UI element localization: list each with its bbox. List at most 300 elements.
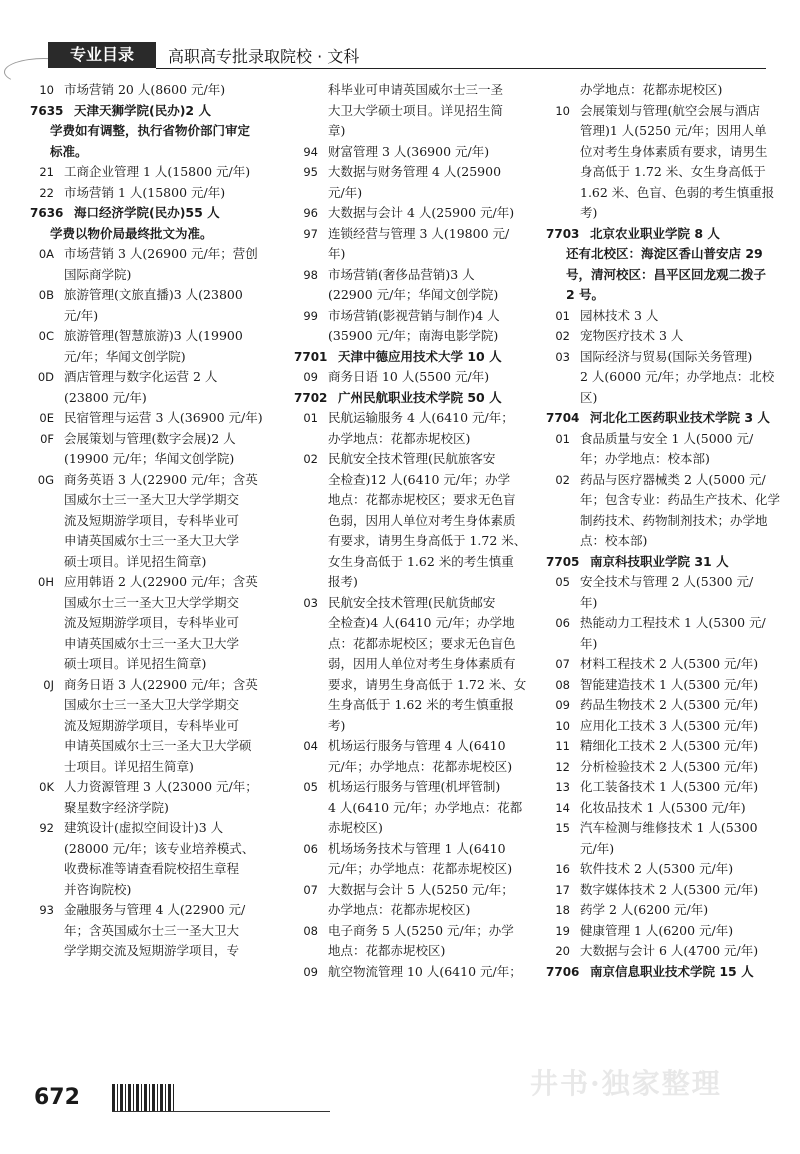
continuation-line	[30, 511, 292, 532]
major-entry	[546, 572, 786, 593]
major-code: 12	[555, 759, 570, 774]
major-text-continued: 国威尔士三一圣大卫大学学期交	[64, 697, 240, 712]
major-text-continued: 考)	[328, 717, 346, 733]
major-entry	[294, 736, 544, 757]
continuation-line	[294, 552, 544, 573]
major-text-continued: 流及短期游学项目，专科毕业可	[64, 717, 240, 733]
major-code: 15	[555, 821, 570, 835]
major-text-continued: 士项目。详见招生简章)	[64, 758, 194, 774]
major-text: 机场运行服务与管理(机坪管制)	[328, 779, 501, 794]
page-header	[0, 0, 800, 90]
major-text: 会展策划与管理(航空会展与酒店	[580, 102, 760, 118]
major-code: 99	[303, 308, 318, 323]
continuation-line	[546, 839, 786, 860]
major-entry	[30, 285, 292, 306]
major-text-continued: (28000 元/年；该专业培养模式、	[64, 840, 255, 856]
major-text: 市场营销(奢侈品营销)3 人	[328, 266, 475, 282]
continuation-line	[294, 101, 544, 122]
major-text: 材料工程技术 2 人(5300 元/年)	[580, 656, 759, 671]
continuation-line	[294, 531, 544, 552]
major-entry	[546, 798, 786, 819]
major-code: 08	[555, 677, 570, 692]
continuation-line	[546, 162, 786, 183]
continuation-line	[546, 490, 786, 511]
major-text: 数字媒体技术 2 人(5300 元/年)	[580, 881, 759, 897]
continuation-line	[294, 183, 544, 204]
school-code: 7705	[546, 554, 580, 569]
school-code: 7703	[546, 226, 580, 241]
major-text-continued: 元/年)	[580, 840, 615, 856]
major-entry	[546, 101, 786, 122]
major-text: 汽车检测与维修技术 1 人(5300	[580, 820, 758, 835]
watermark: 井书·独家整理	[530, 1067, 722, 1100]
major-entry	[546, 757, 786, 778]
continuation-line	[546, 531, 786, 552]
continuation-line	[30, 736, 292, 757]
major-text-continued: 学学期交流及短期游学项目，专	[64, 943, 240, 958]
school-heading	[546, 962, 786, 983]
major-code: 11	[555, 739, 570, 753]
header-rule	[156, 68, 766, 69]
major-code: 02	[555, 472, 570, 487]
major-code: 16	[555, 862, 570, 876]
school-name: 广州民航职业技术学院 50 人	[338, 389, 502, 405]
major-text: 化工装备技术 1 人(5300 元/年)	[580, 779, 759, 794]
school-name: 天津天狮学院(民办)2 人	[74, 102, 211, 118]
major-text: 软件技术 2 人(5300 元/年)	[580, 861, 734, 876]
major-entry	[294, 880, 544, 901]
major-entry	[546, 326, 786, 347]
major-text-continued: 有要求，请男生身高低于 1.72 米、	[328, 533, 527, 548]
major-code: 94	[303, 144, 318, 159]
major-text: 大数据与会计 6 人(4700 元/年)	[580, 943, 759, 958]
major-code: 17	[555, 882, 570, 897]
major-text-continued: 申请英国威尔士三一圣大卫大学	[64, 533, 240, 548]
continuation-line	[294, 244, 544, 265]
continuation-line	[294, 80, 544, 101]
major-entry	[30, 470, 292, 491]
major-code: 0H	[38, 575, 54, 589]
continuation-line	[546, 121, 786, 142]
major-text-continued: 流及短期游学项目，专科毕业可	[64, 512, 240, 528]
continuation-line	[30, 613, 292, 634]
major-text: 商务英语 3 人(22900 元/年；含英	[64, 471, 258, 487]
continuation-line	[294, 511, 544, 532]
major-code: 97	[303, 226, 318, 241]
major-code: 98	[303, 267, 318, 282]
major-entry	[30, 367, 292, 388]
continuation-line	[546, 388, 786, 409]
major-text: 药品与医疗器械类 2 人(5000 元/	[580, 471, 766, 487]
school-note: 标准。	[50, 143, 88, 159]
continuation-line	[30, 859, 292, 880]
major-entry	[294, 408, 544, 429]
major-entry	[546, 306, 786, 327]
major-text-continued: 聚星数字经济学院)	[64, 799, 169, 815]
continuation-line	[30, 695, 292, 716]
continuation-line	[294, 470, 544, 491]
major-text: 智能建造技术 1 人(5300 元/年)	[580, 676, 759, 692]
continuation-line	[294, 695, 544, 716]
major-entry	[546, 777, 786, 798]
major-entry	[294, 265, 544, 286]
major-text: 大数据与会计 5 人(5250 元/年；	[328, 881, 514, 897]
continuation-line	[294, 818, 544, 839]
major-entry	[546, 941, 786, 962]
major-text: 民宿管理与运营 3 人(36900 元/年)	[64, 410, 263, 425]
major-text: 商务日语 10 人(5500 元/年)	[328, 369, 490, 384]
major-text: 工商企业管理 1 人(15800 元/年)	[64, 164, 251, 179]
major-code: 03	[555, 349, 570, 364]
major-text-continued: 点：花都赤坭校区；要求无色盲色	[328, 635, 516, 651]
continuation-line	[294, 121, 544, 142]
continuation-line	[30, 306, 292, 327]
major-entry	[546, 716, 786, 737]
school-name: 海口经济学院(民办)55 人	[74, 205, 220, 220]
major-entry	[294, 306, 544, 327]
continuation-line	[30, 757, 292, 778]
school-heading	[30, 203, 292, 224]
major-text-continued: 年；包含专业：药品生产技术、化学	[580, 492, 781, 507]
major-entry	[546, 675, 786, 696]
school-name: 河北化工医药职业技术学院 3 人	[590, 410, 770, 425]
major-text-continued: 并咨询院校)	[64, 881, 132, 897]
major-text-continued: 要求，请男生身高低于 1.72 米、女	[328, 676, 527, 692]
column-left	[30, 80, 292, 962]
school-code: 7636	[30, 206, 64, 220]
continuation-line	[30, 634, 292, 655]
major-text: 民航安全技术管理(民航货邮安	[328, 594, 496, 610]
major-code: 05	[303, 780, 318, 794]
major-code: 09	[303, 964, 318, 979]
major-text: 连锁经营与管理 3 人(19800 元/	[328, 225, 510, 241]
school-heading	[294, 347, 544, 368]
school-code: 7635	[30, 103, 64, 118]
major-text-continued: 办学地点：花都赤坭校区)	[328, 902, 471, 917]
major-code: 02	[555, 329, 570, 343]
continuation-line	[294, 572, 544, 593]
major-entry	[294, 962, 544, 983]
major-entry	[294, 593, 544, 614]
major-code: 21	[39, 165, 54, 179]
major-code: 01	[555, 431, 570, 446]
major-text: 食品质量与安全 1 人(5000 元/	[580, 430, 754, 446]
continuation-line	[294, 613, 544, 634]
major-text-continued: 管理)1 人(5250 元/年；因用人单	[580, 123, 767, 138]
continuation-line	[294, 716, 544, 737]
school-name: 北京农业职业学院 8 人	[590, 225, 720, 241]
continuation-line	[546, 449, 786, 470]
major-entry	[294, 839, 544, 860]
major-entry	[546, 429, 786, 450]
continuation-line	[30, 941, 292, 962]
major-entry	[546, 654, 786, 675]
continuation-line	[294, 490, 544, 511]
major-entry	[546, 818, 786, 839]
major-entry	[294, 203, 544, 224]
continuation-line	[546, 511, 786, 532]
school-heading	[546, 552, 786, 573]
major-text-continued: 国威尔士三一圣大卫大学学期交	[64, 492, 240, 507]
major-text: 酒店管理与数字化运营 2 人	[64, 369, 218, 384]
footer-rule	[112, 1111, 330, 1112]
major-text-continued: 大卫大学硕士项目。详见招生简	[328, 102, 504, 118]
major-text: 宠物医疗技术 3 人	[580, 328, 684, 343]
decorative-barcode	[112, 1084, 174, 1112]
major-entry	[546, 859, 786, 880]
continuation-line	[30, 839, 292, 860]
major-entry	[30, 429, 292, 450]
major-entry	[546, 880, 786, 901]
major-text: 人力资源管理 3 人(23000 元/年；	[64, 779, 258, 794]
major-text-continued: 收费标准等请查看院校招生章程	[64, 861, 240, 876]
major-code: 03	[303, 595, 318, 610]
major-text-continued: 女生身高低于 1.62 米的考生慎重	[328, 553, 514, 569]
major-text: 机场场务技术与管理 1 人(6410	[328, 840, 506, 856]
continuation-line	[546, 183, 786, 204]
major-text: 民航运输服务 4 人(6410 元/年；	[328, 410, 514, 425]
major-entry	[546, 736, 786, 757]
major-entry	[30, 244, 292, 265]
major-code: 01	[303, 411, 318, 425]
major-code: 92	[39, 821, 54, 835]
continuation-line	[294, 326, 544, 347]
major-code: 10	[555, 103, 570, 118]
major-text-continued: 年)	[580, 594, 598, 610]
major-text-continued: 国际商学院)	[64, 266, 132, 282]
continuation-line	[30, 449, 292, 470]
major-text: 市场营销 3 人(26900 元/年；营创	[64, 246, 258, 261]
major-text: 应用韩语 2 人(22900 元/年；含英	[64, 574, 258, 589]
major-entry	[546, 921, 786, 942]
major-text-continued: 区)	[580, 389, 598, 405]
major-text: 应用化工技术 3 人(5300 元/年)	[580, 717, 759, 733]
major-entry	[294, 921, 544, 942]
major-code: 01	[555, 308, 570, 323]
continuation-line	[294, 429, 544, 450]
major-code: 05	[555, 575, 570, 589]
major-entry	[30, 675, 292, 696]
major-text-continued: 4 人(6410 元/年；办学地点：花都	[328, 799, 523, 815]
major-text-continued: 元/年；办学地点：花都赤坭校区)	[328, 758, 513, 774]
major-text: 旅游管理(文旅直播)3 人(23800	[64, 287, 243, 302]
major-entry	[294, 449, 544, 470]
major-entry	[546, 613, 786, 634]
school-note: 学费如有调整，执行省物价部门审定	[50, 123, 251, 138]
major-text: 大数据与会计 4 人(25900 元/年)	[328, 205, 515, 220]
major-text-continued: (22900 元/年；华闻文创学院)	[328, 287, 499, 302]
school-note: 号，清河校区：昌平区回龙观二拨子	[566, 266, 767, 282]
major-text-continued: 点：校本部)	[580, 533, 648, 548]
major-text-continued: (23800 元/年)	[64, 389, 147, 405]
major-entry	[30, 900, 292, 921]
major-text-continued: 办学地点：花都赤坭校区)	[328, 430, 471, 446]
major-text-continued: 生身高低于 1.62 米的考生慎重报	[328, 697, 514, 712]
major-entry	[30, 777, 292, 798]
major-text-continued: 硕士项目。详见招生简章)	[64, 656, 207, 671]
major-text-continued: 年)	[328, 246, 346, 261]
major-code: 02	[303, 452, 318, 466]
major-code: 19	[555, 923, 570, 938]
major-text-continued: 流及短期游学项目，专科毕业可	[64, 615, 240, 630]
major-text: 航空物流管理 10 人(6410 元/年；	[328, 963, 522, 979]
major-text: 园林技术 3 人	[580, 307, 659, 323]
major-code: 10	[39, 83, 54, 97]
major-text-continued: 身高低于 1.72 米、女生身高低于	[580, 164, 766, 179]
page-title: 高职高专批录取院校 · 文科	[168, 47, 360, 66]
major-code: 04	[303, 739, 318, 753]
major-text-continued: 制药技术、药物制剂技术；办学地	[580, 512, 768, 528]
major-entry	[294, 162, 544, 183]
major-entry	[30, 572, 292, 593]
school-note: 还有北校区：海淀区香山普安店 29	[566, 246, 763, 261]
major-text: 电子商务 5 人(5250 元/年；办学	[328, 922, 514, 938]
column-middle	[294, 80, 544, 982]
continuation-line	[30, 347, 292, 368]
major-entry	[546, 347, 786, 368]
major-text-continued: 元/年)	[328, 184, 363, 200]
continuation-line	[294, 900, 544, 921]
continuation-line	[30, 552, 292, 573]
major-code: 0G	[37, 472, 54, 487]
major-code: 10	[555, 718, 570, 733]
major-text-continued: (35900 元/年；南海电影学院)	[328, 328, 499, 343]
major-code: 95	[303, 165, 318, 179]
major-text: 市场营销 1 人(15800 元/年)	[64, 184, 226, 200]
major-code: 96	[303, 206, 318, 220]
school-note: 学费以物价局最终批文为准。	[50, 225, 213, 241]
major-text: 精细化工技术 2 人(5300 元/年)	[580, 738, 759, 753]
continuation-line	[30, 921, 292, 942]
major-text-continued: 年；含英国威尔士三一圣大卫大	[64, 922, 240, 938]
major-text: 金融服务与管理 4 人(22900 元/	[64, 902, 246, 917]
major-entry	[294, 367, 544, 388]
major-entry	[546, 470, 786, 491]
major-text-continued: 考)	[580, 205, 598, 220]
major-code: 0A	[38, 247, 54, 261]
major-code: 0D	[37, 370, 54, 384]
continuation-line	[294, 634, 544, 655]
major-text: 药品生物技术 2 人(5300 元/年)	[580, 697, 759, 712]
major-text-continued: 全检查)12 人(6410 元/年；办学	[328, 471, 511, 487]
major-code: 09	[303, 370, 318, 384]
major-code: 06	[303, 841, 318, 856]
major-entry	[546, 900, 786, 921]
major-text: 化妆品技术 1 人(5300 元/年)	[580, 799, 746, 815]
major-text-continued: 国威尔士三一圣大卫大学学期交	[64, 594, 240, 610]
major-text-continued: 地点：花都赤坭校区)	[328, 943, 446, 958]
major-code: 14	[555, 800, 570, 815]
continuation-line	[30, 388, 292, 409]
school-code: 7701	[294, 349, 328, 364]
major-text: 财富管理 3 人(36900 元/年)	[328, 143, 490, 159]
major-text: 国际经济与贸易(国际关务管理)	[580, 348, 753, 364]
major-entry	[30, 408, 292, 429]
major-code: 06	[555, 616, 570, 630]
school-heading	[294, 388, 544, 409]
major-code: 93	[39, 903, 54, 917]
major-text-continued: 全检查)4 人(6410 元/年；办学地	[328, 615, 515, 630]
major-text-continued: 位对考生身体素质有要求，请男生	[580, 143, 768, 159]
major-text: 大数据与财务管理 4 人(25900	[328, 164, 502, 179]
major-code: 09	[555, 698, 570, 712]
continuation-line	[294, 941, 544, 962]
continuation-line	[294, 675, 544, 696]
major-code: 18	[555, 903, 570, 917]
major-entry	[294, 142, 544, 163]
school-note: 2 号。	[566, 287, 605, 302]
school-code: 7706	[546, 964, 580, 979]
continuation-line	[294, 757, 544, 778]
school-heading	[30, 101, 292, 122]
school-heading	[546, 224, 786, 245]
continuation-line	[30, 798, 292, 819]
major-entry	[30, 183, 292, 204]
continuation-line	[546, 367, 786, 388]
major-text: 建筑设计(虚拟空间设计)3 人	[64, 820, 224, 835]
major-text-continued: 2 人(6000 元/年；办学地点：北校	[580, 369, 775, 384]
continuation-line	[546, 203, 786, 224]
major-text: 旅游管理(智慧旅游)3 人(19900	[64, 328, 243, 343]
major-text-continued: 申请英国威尔士三一圣大卫大学硕	[64, 738, 252, 753]
school-heading	[546, 408, 786, 429]
continuation-line	[546, 593, 786, 614]
major-entry	[546, 695, 786, 716]
major-text-continued: (19900 元/年；华闻文创学院)	[64, 451, 235, 466]
continuation-line	[546, 80, 786, 101]
column-right	[546, 80, 786, 982]
major-text-continued: 元/年)	[64, 307, 99, 323]
major-text-continued: 报考)	[328, 574, 358, 589]
continuation-line	[30, 531, 292, 552]
major-text-continued: 科毕业可申请英国威尔士三一圣	[328, 82, 504, 97]
major-text-continued: 硕士项目。详见招生简章)	[64, 553, 207, 569]
major-code: 0J	[43, 677, 54, 692]
major-text-continued: 色弱，因用人单位对考生身体素质	[328, 512, 516, 528]
major-text-continued: 办学地点：花都赤坭校区)	[580, 82, 723, 97]
school-name: 天津中德应用技术大学 10 人	[338, 348, 502, 364]
major-code: 0C	[38, 329, 54, 343]
major-code: 0F	[40, 431, 54, 446]
major-code: 08	[303, 923, 318, 938]
major-entry	[30, 80, 292, 101]
major-text: 商务日语 3 人(22900 元/年；含英	[64, 676, 258, 692]
continuation-line	[30, 880, 292, 901]
continuation-line	[30, 654, 292, 675]
major-code: 07	[555, 657, 570, 671]
major-code: 0E	[39, 411, 54, 425]
continuation-line	[30, 490, 292, 511]
school-name: 南京科技职业学院 31 人	[590, 553, 729, 569]
continuation-line	[30, 265, 292, 286]
major-text: 市场营销 20 人(8600 元/年)	[64, 82, 226, 97]
major-entry	[294, 224, 544, 245]
major-code: 20	[555, 944, 570, 958]
major-text: 民航安全技术管理(民航旅客安	[328, 451, 496, 466]
continuation-line	[546, 142, 786, 163]
major-text-continued: 1.62 米、色盲、色弱的考生慎重报	[580, 184, 775, 200]
major-text-continued: 元/年；办学地点：花都赤坭校区)	[328, 861, 513, 876]
school-code: 7702	[294, 390, 328, 405]
major-entry	[30, 818, 292, 839]
major-text-continued: 赤坭校区)	[328, 820, 383, 835]
major-code: 07	[303, 882, 318, 897]
page-number: 672	[34, 1085, 80, 1110]
major-text-continued: 地点：花都赤坭校区；要求无色盲	[328, 492, 516, 507]
section-tab: 专业目录	[48, 42, 156, 68]
continuation-line	[546, 634, 786, 655]
major-text-continued: 年；办学地点：校本部)	[580, 451, 710, 466]
